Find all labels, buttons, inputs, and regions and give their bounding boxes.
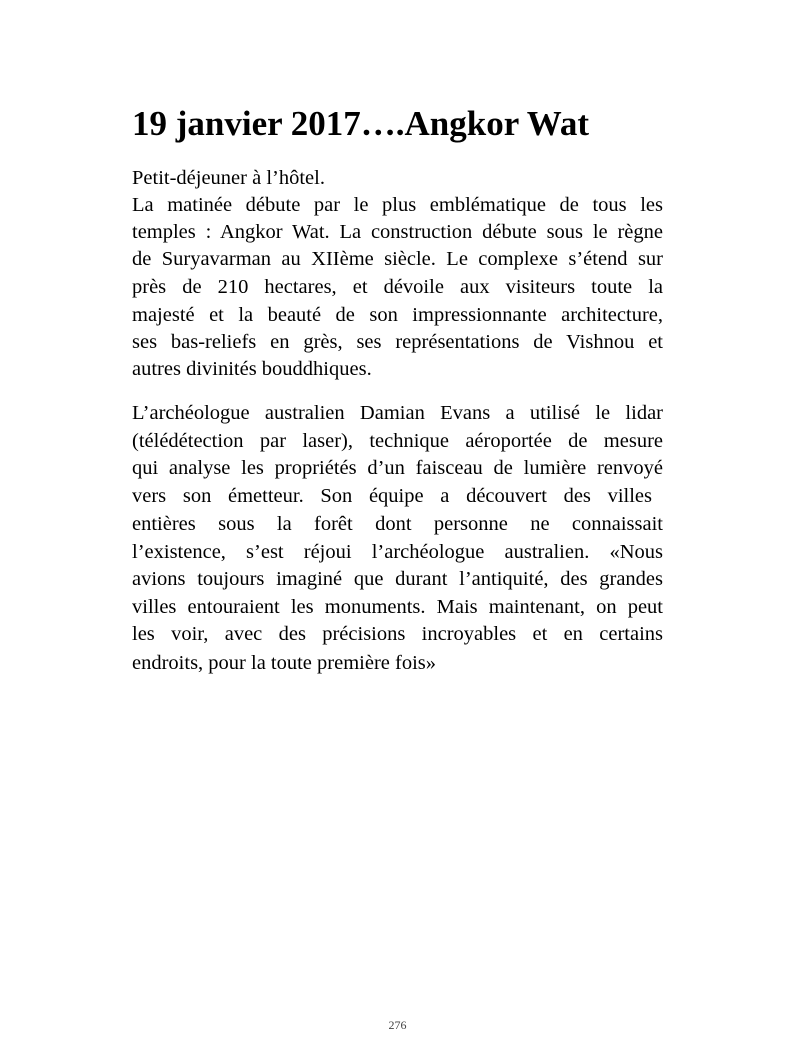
text-line: majesté et la beauté de son impressionnante architecture, <box>132 304 663 326</box>
text-line: L’archéologue australien Damian Evans a utilisé le lidar <box>132 402 663 424</box>
text-line: près de 210 hectares, et dévoile aux visiteurs toute la <box>132 276 663 298</box>
page-number: 276 <box>388 1018 407 1032</box>
text-line: avions toujours imaginé que durant l’antiquité, des grandes <box>132 568 663 590</box>
text-line: de Suryavarman au XIIème siècle. Le complexe s’étend sur <box>132 248 663 270</box>
text-line: temples : Angkor Wat. La construction débute sous le règne <box>132 221 663 243</box>
text-line: La matinée débute par le plus emblématique de tous les <box>132 194 663 216</box>
page-title: 19 janvier 2017….Angkor Wat <box>132 104 589 143</box>
text-line: endroits, pour la toute première fois» <box>132 652 436 674</box>
text-line: vers son émetteur. Son équipe a découvert des villes <box>132 485 652 507</box>
text-line: ses bas-reliefs en grès, ses représentations de Vishnou et <box>132 331 663 353</box>
text-line: (télédétection par laser), technique aéroportée de mesure <box>132 430 663 452</box>
text-line: entières sous la forêt dont personne ne connaissait <box>132 513 663 535</box>
text-line: qui analyse les propriétés d’un faisceau de lumière renvoyé <box>132 457 663 479</box>
text-line: autres divinités bouddhiques. <box>132 358 372 380</box>
text-line: Petit-déjeuner à l’hôtel. <box>132 167 325 189</box>
text-line: les voir, avec des précisions incroyables et en certains <box>132 623 663 645</box>
text-line: villes entouraient les monuments. Mais maintenant, on peut <box>132 596 663 618</box>
text-line: l’existence, s’est réjoui l’archéologue australien. «Nous <box>132 541 663 563</box>
